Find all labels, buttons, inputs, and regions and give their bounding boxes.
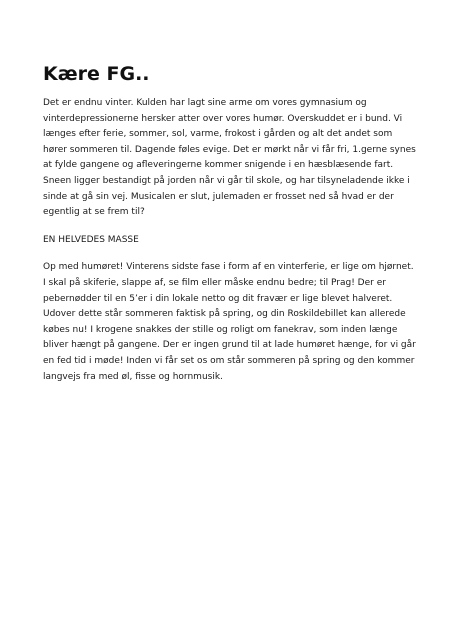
document-content <box>43 62 418 397</box>
document-title: Kære FG.. <box>43 63 150 85</box>
intro-paragraph: Det er endnu vinter. Kulden har lagt sine arme om vores gymnasium og vinterdepressionerne hersker atter over vores humør. Overskuddet er i bund. Vi længes efter ferie, sommer, sol, varme, frokost i gården og alt det andet som hører sommeren til. Dagende føles evige. Det er mørkt når vi får fri, 1.gerne synes at fylde gangene og afleveringerne kommer snigende i en hæsblæsende fart. Sneen ligger bestandigt på jorden når vi går til skole, og har tilsyneladende ikke i sinde at gå sin vej. Musicalen er slut, julemaden er frosset ned så hvad er der egentlig at se frem til? <box>43 98 416 218</box>
body-paragraph: Op med humøret! Vinterens sidste fase i form af en vinterferie, er lige om hjørnet. I skal på skiferie, slappe af, se film eller måske endnu bedre; til Prag! Der er pebernødder til en 5’er i din lokale netto og dit fravær er lige blevet halveret. Udover dette står sommeren faktisk på spring, og din Roskildebillet kan allerede købes nu! I krogene snakkes der stille og roligt om fanekrav, som inden længe bliver hængt på gangene. Der er ingen grund til at lade humøret hænge, for vi går en fed tid i møde! Inden vi får set os om står sommeren på spring og den kommer langvejs fra med øl, fisse og hornmusik. <box>43 262 416 382</box>
section-heading: EN HELVEDES MASSE <box>43 234 139 245</box>
